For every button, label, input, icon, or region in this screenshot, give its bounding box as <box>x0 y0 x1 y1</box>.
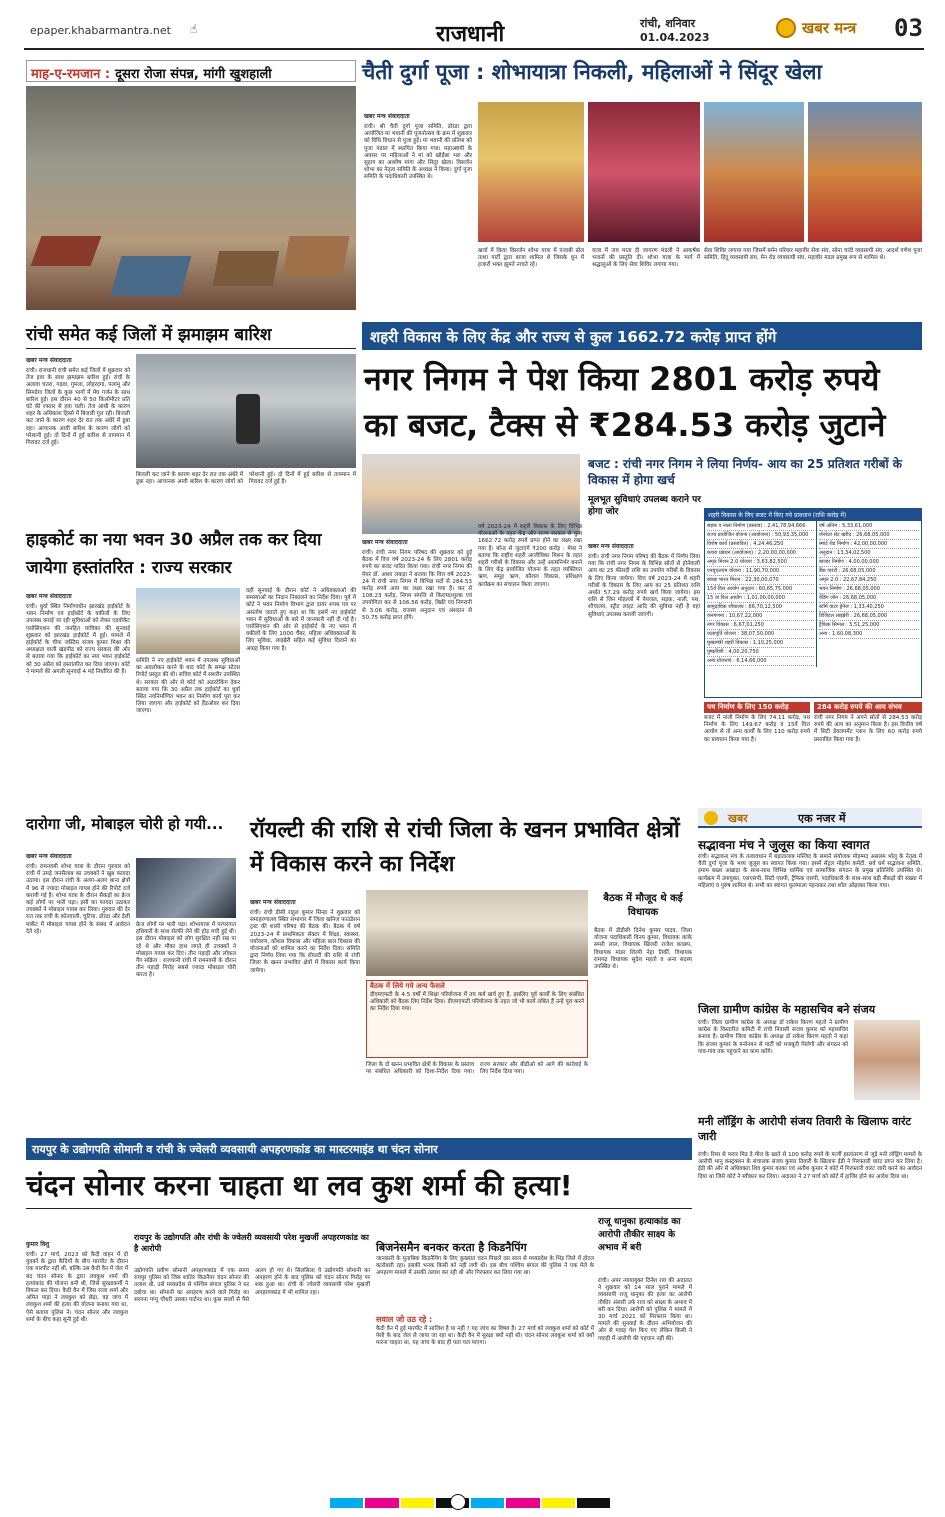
chandan-sub1-body: उद्योगपति प्रवीण सोमानी अपहरणकांड में एक समय रायपुर पुलिस को जिस शातिर किडनैपर चंदन सोनार की तलाश थी, उसे मध्यप्रदेश से पश्चिम बंगाल पुलिस ने धर दबोचा था। सोमानी का अपहरण करने वाले गिरोह का सरगना पप्पू चौधरी उसका पार्टनर था। कुछ सालों से पैसे अलग हो गए थे। सिलसिला ये उद्योगपति सोमानी का अपहरण होने के बाद पुलिस को चंदन सोनार गिरोह पर शक हुआ था। रांची के ज्वेलरी व्यवसायी परेश मुखर्जी अपहरणकांड में भी शामिल रहा। <box>134 1268 370 1303</box>
daroga-headline: दारोगा जी, मोबाइल चोरी हो गयी... <box>26 815 224 833</box>
table-row: विशेष कार्य (प्रस्तावित) : 4,24,46,250 <box>707 540 814 549</box>
budget-headline: नगर निगम ने पेश किया 2801 करोड़ रुपये का बजट, टैक्स से ₹284.53 करोड़ जुटाने <box>364 360 886 444</box>
table-row: अमृत मिशन 2.0 योजना : 3,63,82,500 <box>707 558 814 567</box>
royalty-body: रांची। रांची डीसी राहुल कुमार सिन्हा ने शुक्रवार को समाहरणालय स्थित सभागार में जिला खनिज फाउंडेशन ट्रस्ट की शासी परिषद की बैठक की। बैठक में वर्ष 2023-24 में प्राथमिकता सेक्टर में शिक्षा, स्वास्थ्य, पर्यावरण, कौशल विकास और महिला बाल विकास की योजनाओं को शामिल करने का निर्देश दिया। समिति द्वारा निर्णय लिया गया कि रॉयल्टी की राशि से रांची जिला के खनन प्रभावित क्षेत्रों में विकास कार्य किया जायेगा। <box>250 910 360 974</box>
budget-box-right <box>814 702 922 762</box>
royalty-mla-body: बैठक में डीडीसी दिनेश कुमार यादव, जिला योजना पदाधिकारी विनय कुमार, विधायक कांके समरी लाल, विधायक खिजरी राजेश कच्छप, विधायक मांडर शिल्पी नेहा तिर्की, विधायक रामगढ़ विधायक सुदेश महतो व अन्य सदस्य उपस्थित थे। <box>594 928 692 971</box>
hc-body-2: समिति ने नए हाईकोर्ट भवन में उपलब्ध सुविधाओं का अवलोकन करने के बाद कोर्ट के समक्ष स्टेटस रिपोर्ट प्रस्तुत की थी। सचिव कोर्ट में सशरीर उपस्थित थे। सरकार की ओर से कोर्ट को अंडरटेकिंग देकर बताया गया कि 30 अप्रैल तक हाईकोर्ट का धुर्वा स्थित नवनिर्माणित भवन का निर्माण कार्य पूरा कर लिया जाएगा और हाईकोर्ट को हैंडओवर कर दिया जाएगा। <box>136 658 240 715</box>
chandan-sub3-body: कैदी वैन में हुई मारपीट में साजिश है या नहीं ? यह जांच का विषय है। 27 मार्च को लवकुश शर्मा को कोर्ट में पेशी के बाद जेल ले जाया जा रहा था। कैदी वैन में सुरक्षा क्यों नहीं थी। चंदन सोनार लवकुश शर्मा को क्यों मारना चाहता था, यह जांच के बाद ही पता चल पाएगा। <box>376 1326 594 1347</box>
masthead-date: 01.04.2023 <box>640 31 710 44</box>
budget-byline: खबर मन्त्र संवाददाता <box>362 539 408 546</box>
ramzan-headline: दूसरा रोजा संपन्न, मांगी खुशहाली <box>115 67 272 82</box>
table-row: 15वें वित्त आयोग अनुदान : 60,65,75,000 <box>707 585 814 594</box>
royalty-byline: खबर मन्त्र संवाददाता <box>250 899 296 906</box>
ramzan-prayer-photo <box>26 86 356 310</box>
chandan-story <box>26 1138 692 1488</box>
rain-byline: खबर मन्त्र संवाददाता <box>26 357 72 364</box>
table-row: डिजिटल लाइब्रेरी : 26,68,05,000 <box>819 612 919 621</box>
ek-nazar-n2-headline: जिला ग्रामीण कांग्रेस के महासचिव बने संजय <box>698 1003 876 1016</box>
raju-body: रांची। अपर न्यायायुक्त दिनेश राय की अदालत ने शुक्रवार को 14 साल पुराने मामले में व्यवसायी राजू धानुका की हत्या का आरोपी तौकीर अंसारी उर्फ राज को साक्ष्य के अभाव में बरी कर दिया। आरोपी को पुलिस ने मामले में 30 मार्च 2021 को गिरफ्तार किया था। मामले की सुनवाई के दौरान अभियोजन की ओर से गवाह पेश किए गए लेकिन किसी ने गवाही में आरोपी की पहचान नहीं की। <box>598 1278 692 1342</box>
durga-body: रांची। श्री चैती दुर्गा पूजा समिति, डोरंडा द्वारा आयोजित मां भवानी की पूजनोत्सव के क्रम में शुक्रवार को विधि विधान से पूजा हुई। मां भवानी की प्रतिमा को पूजा पंडाल में स्थापित किया गया। महाअष्टमी के अवसर पर महिलाओं ने मां को खोईंछा भरा और सुहाग का आशीष मांगा और सिंदूर खेला। विसर्जन शोभा का नेतृत्व समिति के अध्यक्ष ने किया। दुर्गा पूजा समिति के पदाधिकारी उपस्थित थे। <box>364 124 472 181</box>
brand-logo-icon <box>776 18 796 38</box>
royalty-story <box>240 814 692 1132</box>
table-row: जलापूर्ति योजना : 38,07,50,000 <box>707 630 814 639</box>
hc-body: रांची। धुर्वा स्थित निर्माणाधीन झारखंड हाईकोर्ट के भवन निर्माण एवं हाईकोर्ट के वकीलों के लिए उपलब्ध कराई जा रही सुविधाओं को लेकर एडवोकेट एसोसिएशन की जनहित याचिका की सुनवाई शुक्रवार को झारखंड हाईकोर्ट में हुई। मामले में हाईकोर्ट के चीफ जस्टिस संजय कुमार मिश्रा की अध्यक्षता वाली खंडपीठ को राज्य सरकार की ओर से बताया गया कि हाईकोर्ट का नया भवन हाईकोर्ट को 30 अप्रैल को हस्तांतरित कर दिया जाएगा। कोर्ट ने मामले की अगली सुनवाई 4 मई निर्धारित की है। <box>26 604 130 675</box>
brand-name: खबर मन्त्र <box>802 19 857 37</box>
print-color-strip <box>330 1498 610 1508</box>
budget-box-left-body: बजट में नाली निर्माण के लिए 74.11 करोड़, पथ निर्माण के लिए 149.67 करोड़ व 15वें वित्त आयोग से तो अन्य कार्यों के लिए 110 करोड़ रुपये का प्रावधान किया गया है। <box>704 715 810 743</box>
ek-nazar-n3-headline: मनी लॉड्रिंग के आरोपी संजय तिवारी के खिलाफ वारंट जारी <box>698 1115 912 1143</box>
table-row: मुख्यमंत्री शहरी विकास : 1,10,25,000 <box>707 639 814 648</box>
daroga-phone-photo <box>136 858 236 918</box>
chandan-body: रांची। 27 मार्च, 2023 को कैदी वाहन में दो युवकों के द्वारा कैदियों के बीच मारपीट के दौरान एक मारपीट नहीं थी, बल्कि उस कैदी वैन में जेल में बंद चंदन सोनार के द्वारा लवकुश शर्मा की हत्यांकांड की योजना बनी थी, जिसे सुरक्षाकर्मी ने विफल कर दिया। कैदी वैन में जिस राजा शर्मा और अमित पाड़ा ने लवकुश को छेड़ा, वह जांच में लवकुश शर्मा की हत्या की योजना बनाया गया था, ऐसे बताया पुलिस ने। चंदन सोनार और लवकुश शर्मा के बीच कहा सुनी हुई थी। <box>26 1252 128 1323</box>
chandan-sub3: सवाल जो उठ रहे : <box>376 1315 433 1324</box>
table-row: अनुदान : 13,34,02,500 <box>819 549 919 558</box>
table-row: अमृत 2.0 : 22,67,84,250 <box>819 576 919 585</box>
royalty-mla-title: बैठक में मौजूद थे कई विधायक <box>603 893 683 918</box>
ek-nazar-portrait <box>854 1020 920 1100</box>
table-row: स्टॉर्म वाटर ड्रेनेज : 1,33,40,250 <box>819 603 919 612</box>
budget-table-title: शहरी विकास के लिए बजट में किए गये प्रावधान (राशि करोड़ में) <box>705 509 921 521</box>
durga-story <box>362 58 922 318</box>
durga-byline: खबर मन्त्र संवाददाता <box>364 113 410 120</box>
table-row: ट्रैफिक सिग्नल : 5,51,25,000 <box>819 621 919 630</box>
ek-nazar-header <box>698 808 922 828</box>
masthead-url[interactable]: epaper.khabarmantra.net <box>30 24 171 37</box>
royalty-box <box>366 980 588 1058</box>
budget-body: रांची। रांची नगर निगम परिषद की शुक्रवार को हुई बैठक में वित्त वर्ष 2023-24 के लिए 2801 करोड़ रुपये का बजट पारित किया गया। रांची नगर निगम की मेयर डॉ. आशा लकड़ा ने बताया कि वित्त वर्ष 2023-24 में रांची नगर निगम में विभिन्न मदों से 284.53 करोड़ रुपये आय का लक्ष्य रखा गया है। कर से 108.23 करोड़, निगम संपत्ति से किराया/शुल्क एवं उपयोगिता कर से 106.56 करोड़, बिक्री एवं निगरानी से 3.06 करोड़, राजस्व अनुदान एवं अंशदान से 50.75 करोड़ प्राप्त होंगे। <box>362 550 472 621</box>
chandan-headline: चंदन सोनार करना चाहता था लव कुश शर्मा की हत्या! <box>26 1169 573 1202</box>
durga-women-photo <box>588 102 700 242</box>
royalty-box-title: बैठक में लिये गये अन्य फैसले <box>370 982 445 990</box>
durga-caption-1: खर्चा में किया विसर्जन शोभा यात्रा में पंजाबी ढोल ताशा पार्टी द्वारा बाजा शामिल थे जिसके धुन में हजारों भक्त झूमते नाचते रहे। <box>478 248 584 269</box>
table-row: अन्य : 1,60,08,300 <box>819 630 919 639</box>
table-row: बैंक गारंटी : 26,68,05,000 <box>819 567 919 576</box>
table-row: वर्ष अंतिम : 5,33,61,000 <box>819 522 919 531</box>
ramzan-headline-box <box>26 60 356 82</box>
rain-street-photo <box>136 354 356 468</box>
royalty-body-cont: जिला के दो खनन प्रभावित क्षेत्रों के विकास के प्रस्ताव पर संबंधित अधिकारी को दिशा-निर्देश दिया गया। राज्य सरकार और बीडीओ को आगे की कार्रवाई के लिए निर्देश दिया गया। <box>366 1062 588 1076</box>
raju-headline: राजू धानुका हत्याकांड का आरोपी तौकीर साक्ष्य के अभाव में बरी <box>598 1217 681 1253</box>
budget-story <box>362 322 922 802</box>
daroga-byline: खबर मन्त्र संवाददाता <box>26 853 72 860</box>
ek-nazar-label: एक नजर में <box>798 812 846 825</box>
daroga-body-2: क्रेज लोगों पर भारी पड़ा। शोभायात्रा में परंपरागत हथियारों के साथ सेल्फी लेने की होड़ मची हुई थी। इस दौरान मोबाइल को लोग सुरक्षित नहीं रख पा रहे थे और मौका हाथ लगते ही उचक्कों ने मोबाइल गायब कर दिए। तीन पहाड़ी और लोकल गैंग सक्रिय : राजधानी रांची में रामनवमी के दौरान तीन पहाड़ी गिरोह सबसे ज्यादा मोबाइल चोरी करता है। <box>136 922 236 979</box>
chandan-band: रायपुर के उद्योगपति सोमानी व रांची के ज्वेलरी व्यवसायी अपहरणकांड का मास्टरमाइंड था चंदन सोनार <box>26 1138 692 1160</box>
durga-headline: चैती दुर्गा पूजा : शोभायात्रा निकली, महिलाओं ने सिंदूर खेला <box>362 60 822 84</box>
ek-nazar-n1-headline: सद्भावना मंच ने जुलूस का किया स्वागत <box>698 838 870 852</box>
budget-box-left-title: पथ निर्माण के लिए 150 करोड़ <box>704 702 810 713</box>
daroga-body: रांची। रामनवमी शोभा यात्रा के दौरान गुरुवार को रांची में उमड़े जनसैलाब का उचक्कों ने खूब फायदा उठाया। इस दौरान रांची के अलग-अलग थाना क्षेत्रों में 96 से ज्यादा मोबाइल गायब होने की रिपोर्ट दर्ज करायी गई है। शोभा यात्रा के दौरान सैकड़ों का क्रेज कई लोगों पर भारी पड़ा। इसी का फायदा उठाकर उचक्कों ने मोबाइल गायब कर लिया। गुरुवार की देर रात तक रांची के कोतवाली, चुटिया, डोरंडा और डेली मार्केट में मोबाइल गायब होने के संबंध में आवेदन देते रहे। <box>26 864 130 935</box>
masthead-city-day: रांची, शनिवार <box>640 17 696 30</box>
hc-body-3: वहीं सुनवाई के दौरान कोर्ट ने अधिवक्ताओं की समस्याओं का निदान निकालने का निर्देश दिया। पूर्व में कोर्ट ने भवन निर्माण विभाग द्वारा दायर शपथ पत्र पर असंतोष जताते हुए कहा था कि इसमें नए हाईकोर्ट भवन में सुविधाओं के बारे में जानकारी नहीं दी गई है। एसोसिएशन की ओर से हाईकोर्ट के नए भवन में वकीलों के लिए 1000 चैंबर, महिला अधिवक्ताओं के लिए सुविधा, लाइब्रेरी सहित कई सुविधा दिलाने का आग्रह किया गया है। <box>246 588 356 652</box>
budget-sub: बजट : रांची नगर निगम ने लिया निर्णय- आय का 25 प्रतिशत गरीबों के विकास में होगा खर्च <box>588 457 903 487</box>
rain-rule <box>26 348 356 349</box>
table-row: एनयूएलएम योजना : 11,90,70,000 <box>707 567 814 576</box>
ramzan-kicker: माह-ए-रमजान : <box>31 67 111 82</box>
chandan-sub2-body: जानकारी के मुताबिक किडनैपिंग के लिए कुख्यात चंदन पिछले दस साल से मध्यप्रदेश के भिंड जिले में होटल कारोबारी रहा। इसकी भनक किसी को नहीं लगी थी। इस बीच पश्चिम बंगाल की पुलिस ने एक मेले के अपहरण मामले में उसकी तलाश कर रही थी और गिरफ्तार कर लिया गया था। <box>376 1256 594 1277</box>
rain-body: रांची। राजधानी रांची समेत कई जिलों में शुक्रवार को तेज हवा के साथ झमाझम बारिश हुई। रांची के अलावा चतरा, गढ़वा, गुमला, लोहरदगा, पलामू और सिमडेगा जिलों के कुछ भागों में मेघ गर्जन के साथ बारिश हुई। इस दौरान 40 से 50 किलोमीटर प्रति घंटे की रफ्तार से हवा चली। तेज आंधी के कारण शहर के अधिकांश हिस्से में बिजली गुल रही। बिजली कट जाने के कारण शहर देर रात तक अंधेरे में डूबा रहा। आचानक आयी बारिश के कारण लोगों को परेशानी हुई। दो दिनों में हुई बारिश से तापमान में गिरावट दर्ज हुई। <box>26 368 130 447</box>
chandan-rule <box>26 1208 692 1209</box>
durga-crowd-photo <box>808 102 922 242</box>
ek-nazar-column <box>698 808 922 1278</box>
budget-body-2: वर्ष 2023-24 में शहरी विकास के लिए विभिन्न योजनाओं के तहत केंद्र और राज्य सरकार से कुल 1662.72 करोड़ रुपये प्राप्त होने का लक्ष्य रखा गया है। बॉन्ड से जुटाएंगे ₹200 करोड़ : मेयर ने बताया कि राष्ट्रीय शहरी आजीविका मिशन के तहत शहरी गरीबों के विकास और उन्हें आत्मनिर्भर बनाने के लिए केंद्र प्रायोजित योजना के तहत व्यक्तिगत ऋण, समूह ऋण, कौशल विकास, प्रशिक्षण कार्यक्रम का संचालन किया जाएगा। <box>478 524 582 588</box>
table-row: स्वच्छ भारत मिशन : 22,30,00,070 <box>707 576 814 585</box>
ek-nazar-logo-icon <box>704 811 718 825</box>
table-row: बाजार निर्माण : 4,00,00,000 <box>819 558 919 567</box>
ek-nazar-brand: खबर <box>728 812 748 825</box>
budget-box-right-body: रांची नगर निगम ने अपने स्रोतों से 284.53 करोड़ रुपये की आय का अनुमान किया है। इस वित्तीय वर्ष में सिटी डेवलपमेंट प्लान के लिए 60 करोड़ रुपये प्रस्तावित किया गया है। <box>814 715 922 743</box>
page-number: 03 <box>894 14 923 42</box>
table-row: वेंडिंग जोन : 26,68,05,000 <box>819 594 919 603</box>
daroga-story <box>26 814 236 1132</box>
table-row: अन्य योजनाएं : 6,14,66,000 <box>707 657 814 666</box>
budget-meeting-photo <box>362 454 580 534</box>
hc-headline: हाइकोर्ट का नया भवन 30 अप्रैल तक कर दिया जायेगा हस्तांतरित : राज्य सरकार <box>26 530 322 578</box>
chandan-sub2: बिजनेसमैन बनकर करता है किडनैपिंग <box>376 1241 527 1254</box>
royalty-headline: रॉयल्टी की राशि से रांची जिला के खनन प्रभावित क्षेत्रों में विकास करने का निर्देश <box>250 818 680 877</box>
royalty-meeting-photo <box>366 890 588 976</box>
budget-table-left-col <box>705 521 817 667</box>
durga-caption-2: यात्रा में जय माता दी जागरण मंडली ने आकर्षक भजनों की प्रस्तुति दी। शोभा यात्रा के मार्ग में श्रद्धालुओं के लिए सेवा शिविर लगाया गया। <box>592 248 700 269</box>
table-row: कचरा प्रबंधन (आयोजना) : 2,20,00,00,000 <box>707 549 814 558</box>
table-row: 15 वां वित्त आयोग : 1,01,00,00,000 <box>707 594 814 603</box>
budget-body-3: रांची। रांची नगर निगम परिषद की बैठक में निर्णय लिया गया कि रांची नगर निगम के विभिन्न स्रोतों से होनेवाली आय का 25 फीसदी राशि का उपयोग गरीबों के विकास के लिए किया जायेगा। वित्त वर्ष 2023-24 में शहरी गरीबों के विकास के लिए आय का 25 प्रतिशत राशि अर्थात 57.29 करोड़ रुपये खर्च किया जायेगा। इस राशि से जिन मोहल्लों में पेयजल, सड़क, नाली, पथ, शौचालय, स्ट्रीट लाइट आदि की सुविधा नहीं है वहां सुविधाएं उपलब्ध करायी जाएंगी। <box>588 554 700 618</box>
chandan-sub1: रायपुर के उद्योगपति और रांची के ज्वेलरी व्यवसायी परेश मुखर्जी अपहरणकांड का है आरोपी <box>134 1233 369 1253</box>
durga-idol-photo <box>478 102 584 242</box>
ramzan-story <box>26 60 356 310</box>
rain-headline: रांची समेत कई जिलों में झमाझम बारिश <box>26 325 272 345</box>
masthead-rule <box>24 48 924 50</box>
ek-nazar-n1-body: रांची। सद्भावना मंच के तत्वावधान में बड़ातालाब मस्जिद के समाने संयोजक मोहम्मद असलम भोलू के नेतृत्व में चैती दुर्गा पूजा के भव्य जुलूस का स्वागत किया गया। इसमें सेंट्रल मोहर्रम कमेटी, सर्व धर्म सद्भावना समिति, इमाम बख्श अखाड़ा के साथ-साथ विभिन्न धार्मिक एवं सामाजिक संगठन के प्रमुख प्रतिनिधि उपस्थित थे। कार्यक्रम में उपायुक्त, एसएसपी, सिटी एसपी, ट्रैफिक एसपी, पदाधिकारी के साथ-साथ बड़ी सैंकड़ों की संख्या में महिलाएं व पुरुष शामिल थे। सभी का स्वागत फूलमाला पहनाकर तथा शॉल ओढ़ाकर किया गया। <box>698 854 922 889</box>
table-row: भवन निर्माण : 26,68,05,000 <box>819 585 919 594</box>
budget-table-right-col <box>817 521 921 667</box>
hc-building-photo <box>136 588 240 654</box>
budget-box-right-title: 284 करोड़ रुपये की आय संभव <box>814 702 922 713</box>
hc-story <box>26 526 356 812</box>
table-row: जेनरेटर सेट खरीद : 26,68,05,000 <box>819 531 919 540</box>
ek-nazar-n2-body: रांची। जिला ग्रामीण कांग्रेस के अध्यक्ष डॉ राकेश किरण महतो ने ग्रामीण कांग्रेस के विस्तारित कमिटी में रांची निवासी संजय कुमार को महासचिव बनाया है। ग्रामीण जिला कांग्रेस के अध्यक्ष डॉ राकेश किरण महतो ने कहा कि संजय कुमार के मनोनयन से पार्टी को मजबूती मिलेगी और संगठन को गांव-गांव तक पहुंचाने का काम करेंगे। <box>698 1020 848 1055</box>
durga-caption-3: सेवा शिविर लगाया गया जिसमें बर्मन परिवार महावीर सेवा संघ, सोना चांदी व्यवसायी संघ, आदर्श गणेश पूजा समिति, हिंदू व्यवसायी संघ, मेन रोड व्यवसायी संघ, महावीर मंडल प्रमुख रूप से शामिल थे। <box>704 248 922 262</box>
budget-sub2: मूलभूत सुविधाएं उपलब्ध कराने पर होगा जोर <box>588 495 701 517</box>
durga-procession-photo <box>704 102 804 242</box>
section-title: राजधानी <box>436 21 505 47</box>
table-row: नगर विकास : 6,67,01,250 <box>707 621 814 630</box>
rain-body-cont: बिजली कट जाने के कारण शहर देर रात तक अंधेरे में डूबा रहा। आचानक आयी बारिश के कारण लोगों को परेशानी हुई। दो दिनों में हुई बारिश से तापमान में गिरावट दर्ज हुई है। <box>136 472 356 486</box>
table-row: राज्य प्रायोजित योजना (आयोजना) : 50,93,35,000 <box>707 531 814 540</box>
table-row: जनगणना : 10,67,22,000 <box>707 612 814 621</box>
table-row: पुष्करिणी : 4,00,20,750 <box>707 648 814 657</box>
budget-byline-2: खबर मन्त्र संवाददाता <box>588 543 634 550</box>
masthead <box>0 0 945 52</box>
royalty-box-body: डीएमएफटी के 4.5 वर्षों में शिक्षा परियोजना में तय कर्य खर्च हुए हैं, इसलिए पूर्व कार्यों के लिए संबंधित अधिकारी को बैठक लिए निर्देश दिया। डीएमएफटी परियोजना के तहत जो भी कार्य लंबित हैं उन्हें पूरा करने का निर्देश दिया गया। <box>370 992 584 1013</box>
ek-nazar-n3-body: रांची। रिम्स से फरार मिड डे मील के खाते से 100 करोड़ रुपये के फर्जी हस्तांतरण से जुड़े मनी लॉड्रिंग मामले के आरोपी भानु कंस्ट्रक्शन के संचालक संजय कुमार तिवारी के खिलाफ ईडी ने गिरफ्तारी वारंट प्राप्त कर लिया है। ईडी की ओर से अधिवक्ता शिव कुमार काका एवं अतीश कुमार ने कोर्ट में गिरफ्तारी वारंट जारी करने का आवेदन दिया था जिसे कोर्ट ने स्वीकार कर लिया। अदालत ने 27 मार्च को कोर्ट में हाजिर होने का आदेश दिया था। <box>698 1152 922 1180</box>
budget-box-left <box>704 702 810 762</box>
cursor-icon: ☝ <box>190 22 198 36</box>
table-row: स्मार्ट रोड निर्माण : 42,00,00,000 <box>819 540 919 549</box>
table-row: सामुदायिक शौचालय : 66,70,12,500 <box>707 603 814 612</box>
registration-mark-icon <box>450 1494 466 1510</box>
rain-story <box>26 322 356 520</box>
chandan-byline: कुमार विशु <box>26 1241 50 1248</box>
hc-byline: खबर मन्त्र संवाददाता <box>26 593 72 600</box>
budget-provisions-table <box>704 508 922 698</box>
table-row: सड़क व नाला निर्माण (प्रस्ताव) : 2,41,78,94,666 <box>707 522 814 531</box>
budget-band: शहरी विकास के लिए केंद्र और राज्य से कुल 1662.72 करोड़ प्राप्त होंगे <box>362 322 922 350</box>
